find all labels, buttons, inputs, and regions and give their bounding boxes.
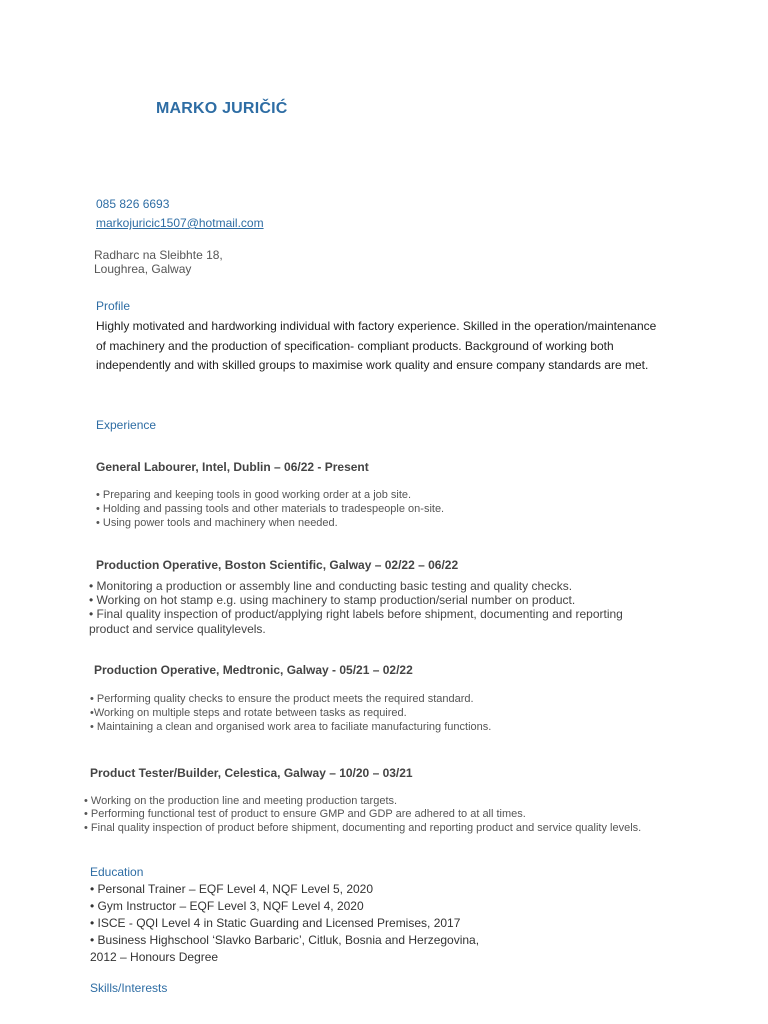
job-bullet: • Holding and passing tools and other materials to tradespeople on-site.	[96, 503, 445, 515]
job-title: Production Operative, Boston Scientific, Galway – 02/22 – 06/22	[96, 558, 459, 572]
job-bullet: • Monitoring a production or assembly line and conducting basic testing and quality checks.	[89, 579, 573, 593]
phone-number: 085 826 6693	[96, 197, 170, 211]
skills-heading: Skills/Interests	[90, 981, 168, 995]
education-heading: Education	[90, 865, 144, 879]
education-item: • ISCE - QQI Level 4 in Static Guarding and Licensed Premises, 2017	[90, 916, 461, 930]
job-bullet: • Working on the production line and meeting production targets.	[84, 795, 398, 807]
education-item: • Personal Trainer – EQF Level 4, NQF Level 5, 2020	[90, 882, 374, 896]
address-line-1: Radharc na Sleibhte 18,	[94, 248, 223, 262]
job-bullet: • Maintaining a clean and organised work area to faciliate manufacturing functions.	[90, 721, 492, 733]
education-item: • Gym Instructor – EQF Level 3, NQF Level 4, 2020	[90, 899, 364, 913]
experience-heading: Experience	[96, 418, 157, 432]
job-bullet: product and service qualitylevels.	[89, 622, 266, 636]
job-bullet: • Working on hot stamp e.g. using machinery to stamp production/serial number on product.	[89, 593, 576, 607]
address-line-2: Loughrea, Galway	[94, 262, 192, 276]
education-item: 2012 – Honours Degree	[90, 950, 219, 964]
job-bullet: • Performing functional test of product to ensure GMP and GDP are adhered to at all times.	[84, 808, 526, 820]
job-bullet: • Final quality inspection of product/applying right labels before shipment, documenting and reporting	[89, 607, 623, 621]
job-title: Production Operative, Medtronic, Galway - 05/21 – 02/22	[94, 663, 413, 677]
profile-text: Highly motivated and hardworking individual with factory experience. Skilled in the operation/maintenance of machinery and the production of specification- compliant products. Background of working both independently and with skilled groups to maximise work quality and ensure company standards are met.	[96, 319, 657, 372]
job-bullet: •Working on multiple steps and rotate between tasks as required.	[90, 707, 407, 719]
job-bullet: • Final quality inspection of product before shipment, documenting and reporting product and service quality levels.	[84, 822, 642, 834]
email-link[interactable]: markojuricic1507@hotmail.com	[96, 216, 264, 230]
education-item: • Business Highschool ‘Slavko Barbaric’, Citluk, Bosnia and Herzegovina,	[90, 933, 480, 947]
job-bullet: • Using power tools and machinery when needed.	[96, 517, 338, 529]
job-title: Product Tester/Builder, Celestica, Galway – 10/20 – 03/21	[90, 766, 413, 780]
job-bullet: • Preparing and keeping tools in good working order at a job site.	[96, 489, 412, 501]
job-title: General Labourer, Intel, Dublin – 06/22 - Present	[96, 460, 369, 474]
job-bullet: • Performing quality checks to ensure the product meets the required standard.	[90, 693, 474, 705]
profile-heading: Profile	[96, 299, 131, 313]
candidate-name: MARKO JURIČIĆ	[156, 100, 288, 117]
